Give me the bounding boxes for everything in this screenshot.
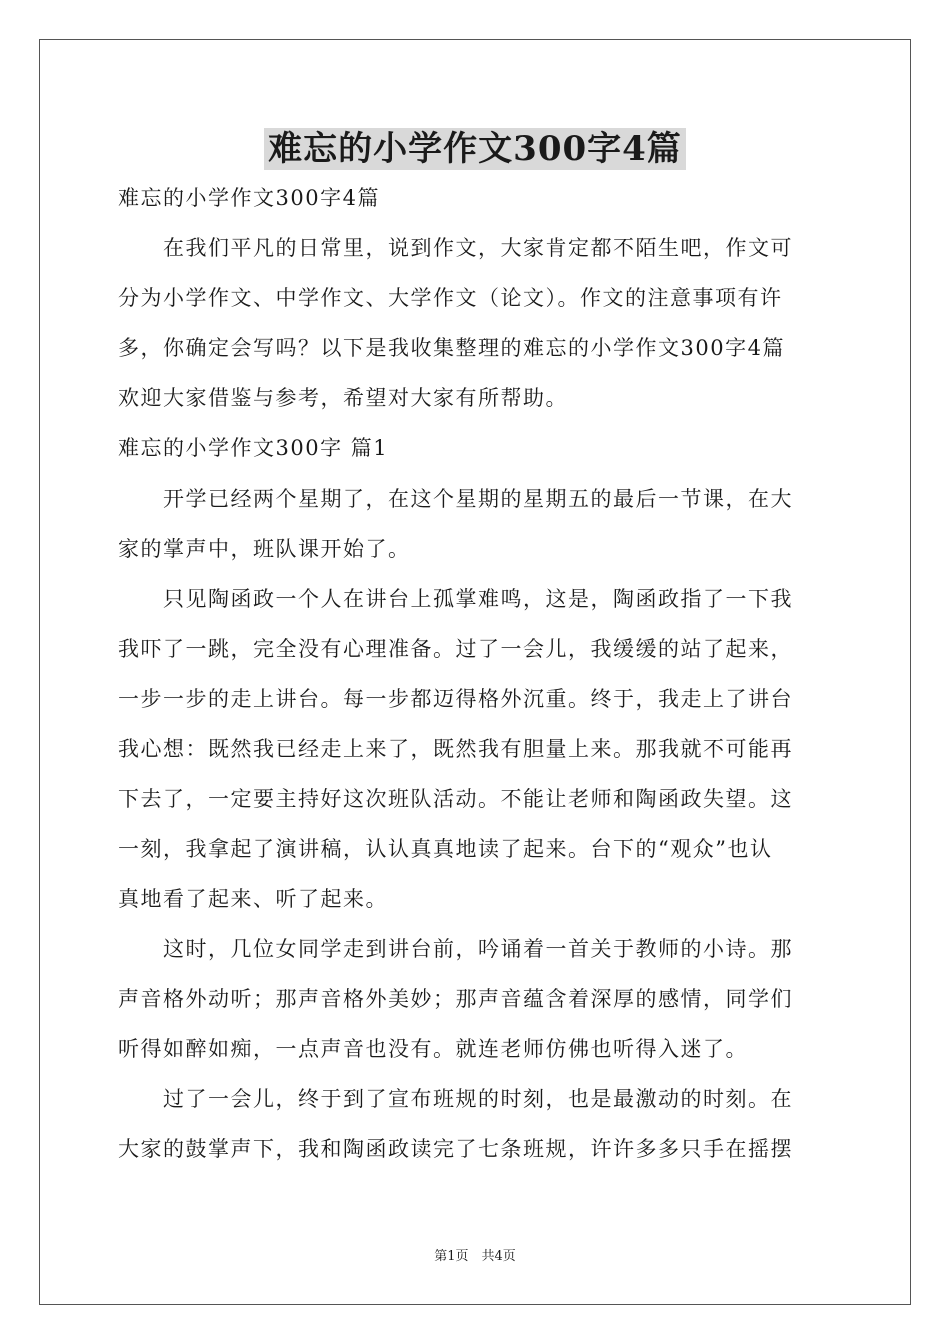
text-line: 听得如醉如痴，一点声音也没有。就连老师仿佛也听得入迷了。 (118, 1037, 748, 1061)
text-line: 真地看了起来、听了起来。 (118, 887, 388, 911)
title-container (0, 128, 950, 170)
text-line: 我吓了一跳，完全没有心理准备。过了一会儿，我缓缓的站了起来， (118, 637, 793, 661)
page-footer: 第1页 共4页 (434, 1249, 516, 1264)
text-line: 这时，几位女同学走到讲台前，吟诵着一首关于教师的小诗。那 (118, 937, 793, 961)
text-line: 只见陶函政一个人在讲台上孤掌难鸣，这是，陶函政指了一下我 (118, 587, 793, 611)
text-line: 下去了，一定要主持好这次班队活动。不能让老师和陶函政失望。这 (118, 787, 793, 811)
page-border (39, 39, 911, 1305)
text-line: 难忘的小学作文300字 篇1 (118, 436, 389, 460)
text-line: 一刻，我拿起了演讲稿，认认真真地读了起来。台下的“观众”也认 (118, 837, 773, 861)
text-line: 多，你确定会写吗？以下是我收集整理的难忘的小学作文300字4篇 (118, 336, 785, 360)
text-line: 欢迎大家借鉴与参考，希望对大家有所帮助。 (118, 386, 568, 410)
text-line: 大家的鼓掌声下，我和陶函政读完了七条班规，许许多多只手在摇摆 (118, 1137, 793, 1161)
text-line: 一步一步的走上讲台。每一步都迈得格外沉重。终于，我走上了讲台 (118, 687, 793, 711)
text-line: 过了一会儿，终于到了宣布班规的时刻，也是最激动的时刻。在 (118, 1087, 793, 1111)
text-line: 开学已经两个星期了，在这个星期的星期五的最后一节课，在大 (118, 487, 793, 511)
text-line: 分为小学作文、中学作文、大学作文（论文）。作文的注意事项有许 (118, 286, 783, 310)
text-line: 家的掌声中，班队课开始了。 (118, 537, 411, 561)
text-line: 我心想：既然我已经走上来了，既然我有胆量上来。那我就不可能再 (118, 737, 793, 761)
text-line: 难忘的小学作文300字4篇 (118, 186, 380, 210)
text-line: 声音格外动听；那声音格外美妙；那声音蕴含着深厚的感情，同学们 (118, 987, 793, 1011)
document-title: 难忘的小学作文300字4篇 (264, 128, 686, 170)
text-line: 在我们平凡的日常里，说到作文，大家肯定都不陌生吧，作文可 (118, 236, 793, 260)
